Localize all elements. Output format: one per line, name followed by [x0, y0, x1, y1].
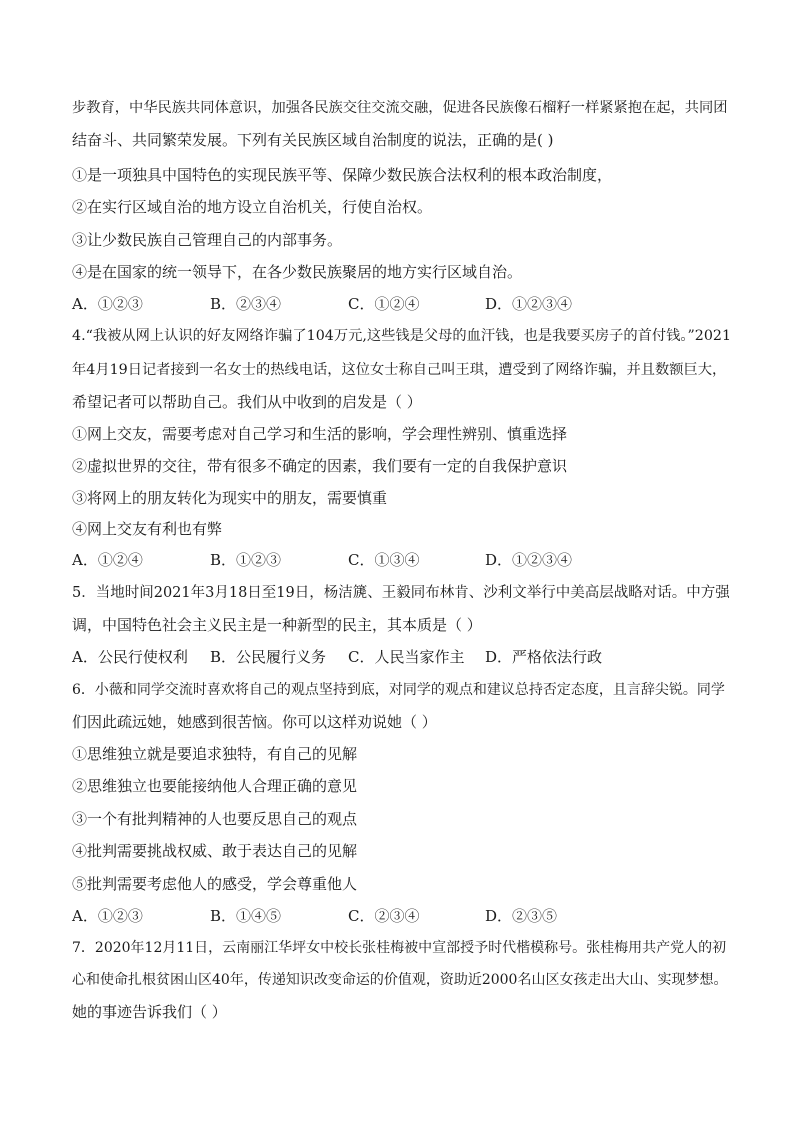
- q6-statement-3: ③一个有批判精神的人也要反思自己的观点: [72, 810, 358, 828]
- q3-statement-2: ②在实行区域自治的地方设立自治机关，行使自治权。: [72, 198, 433, 216]
- q5-stem-line-2: 调，中国特色社会主义民主是一种新型的民主，其本质是（ ）: [72, 616, 482, 634]
- q4-statement-3: ③将网上的朋友转化为现实中的朋友，需要慎重: [72, 489, 388, 507]
- q6-statement-4: ④批判需要挑战权威、敢于表达自己的见解: [72, 842, 358, 860]
- q4-stem-line-2: 年4月19日记者接到一名女士的热线电话，这位女士称自己叫王琪，遭受到了网络诈骗，并且数额巨大，: [72, 362, 727, 378]
- q6-option-a: A．①②③: [72, 907, 143, 925]
- q7-stem-line-2: 心和使命扎根贫困山区40年，传递知识改变命运的价值观，资助近2000名山区女孩走出大山、实现梦想。: [72, 972, 728, 988]
- q4-statement-2: ②虚拟世界的交往，带有很多不确定的因素，我们要有一定的自我保护意识: [72, 457, 568, 475]
- q5-option-a: A．公民行使权利: [72, 648, 188, 666]
- q4-option-b: B．①②③: [210, 551, 282, 569]
- q4-statement-1: ①网上交友，需要考虑对自己学习和生活的影响，学会理性辨别、慎重选择: [72, 425, 568, 443]
- q3-statement-3: ③让少数民族自己管理自己的内部事务。: [72, 231, 343, 249]
- q6-option-c: C．②③④: [348, 907, 420, 925]
- q5-option-b: B．公民履行义务: [210, 648, 327, 666]
- q4-stem-line-1: 4.“我被从网上认识的好友网络诈骗了104万元,这些钱是父母的血汗钱，也是我要买房子的首付钱。”2021: [72, 328, 732, 344]
- q3-option-c: C．①②④: [348, 295, 420, 313]
- q4-statement-4: ④网上交友有利也有弊: [72, 520, 223, 538]
- q5-stem-line-1: 5．当地时间2021年3月18日至19日，杨洁篪、王毅同布林肯、沙利文举行中美高层战略对话。中方强: [72, 585, 730, 601]
- q7-stem-line-1: 7．2020年12月11日，云南丽江华坪女中校长张桂梅被中宣部授予时代楷模称号。张桂梅用共产党人的初: [72, 940, 727, 956]
- q3-stem-line-1: 步教育，中华民族共同体意识，加强各民族交往交流交融，促进各民族像石榴籽一样紧紧抱在起，共同团: [72, 100, 728, 116]
- q3-stem-line-2: 结奋斗、共同繁荣发展。下列有关民族区域自治制度的说法，正确的是( ): [72, 131, 554, 149]
- q5-option-c: C．人民当家作主: [348, 648, 465, 666]
- q3-option-b: B．②③④: [210, 295, 282, 313]
- q4-option-c: C．①③④: [348, 551, 420, 569]
- q3-statement-4: ④是在国家的统一领导下，在各少数民族聚居的地方实行区域自治。: [72, 263, 523, 281]
- q4-option-d: D．①②③④: [485, 551, 573, 569]
- q6-statement-1: ①思维独立就是要追求独特，有自己的见解: [72, 745, 358, 763]
- q4-stem-line-3: 希望记者可以帮助自己。我们从中收到的启发是（ ）: [72, 393, 422, 411]
- q3-option-d: D．①②③④: [485, 295, 573, 313]
- q6-statement-5: ⑤批判需要考虑他人的感受，学会尊重他人: [72, 875, 358, 893]
- q3-statement-1: ①是一项独具中国特色的实现民族平等、保障少数民族合法权利的根本政治制度，: [72, 166, 613, 184]
- q6-option-b: B．①④⑤: [210, 907, 282, 925]
- q3-option-a: A．①②③: [72, 295, 143, 313]
- q4-option-a: A．①②④: [72, 551, 143, 569]
- q6-stem-line-1: 6．小薇和同学交流时喜欢将自己的观点坚持到底，对同学的观点和建议总持否定态度，且言辞尖锐。同学: [72, 682, 725, 698]
- q6-statement-2: ②思维独立也要能接纳他人合理正确的意见: [72, 777, 358, 795]
- q6-option-d: D．②③⑤: [485, 907, 558, 925]
- q7-stem-line-3: 她的事迹告诉我们（ ）: [72, 1003, 227, 1021]
- q6-stem-line-2: 们因此疏远她，她感到很苦恼。你可以这样劝说她（ ）: [72, 713, 437, 731]
- q5-option-d: D．严格依法行政: [485, 648, 603, 666]
